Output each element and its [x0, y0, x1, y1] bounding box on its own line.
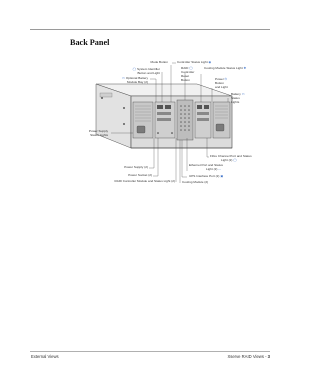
callout-system-identifier-2: Button and Light: [137, 71, 160, 75]
callout-raid-reset-2: Controller: [181, 70, 195, 74]
callout-raid-reset-4: Button: [181, 78, 190, 82]
power-socket-right: [216, 124, 224, 131]
ethernet-icon: ⋯: [218, 167, 222, 171]
callout-battery-status-3: Lights: [231, 100, 240, 104]
power-socket-left: [137, 126, 145, 133]
callout-system-identifier: ◯ System Identifier: [132, 67, 160, 71]
callout-ethernet: Ethernet Port and Status: [189, 163, 223, 167]
fibre-icon: ◯: [233, 158, 237, 162]
power-icon: ⏻: [224, 77, 228, 81]
callout-fibre-channel: Fibre Channel Port and Status: [210, 154, 252, 158]
callout-power-socket: Power Socket (2): [128, 173, 152, 177]
callout-raid-reset: RAID ◯: [181, 66, 193, 70]
power-supply-right: [213, 102, 230, 138]
callout-cooling-status: Cooling Module Status Light ❋: [204, 66, 247, 70]
page-number: 3: [267, 354, 270, 359]
callout-power-supply-status-2: Status Lights: [90, 133, 108, 137]
reset-icon: ◯: [189, 66, 193, 70]
callout-power-supply-status: Power Supply: [88, 129, 108, 133]
callout-battery-status-2: Status: [231, 96, 240, 100]
fan-icon: ❋: [243, 66, 247, 70]
callout-optional-battery: ▭ Optional Battery: [122, 76, 148, 80]
footer-section: External Views: [31, 354, 59, 359]
battery-status-icon: ▭: [241, 92, 245, 96]
callout-raid-controller: RAID Controller Module and Status Light (2): [114, 179, 175, 183]
callout-raid-reset-3: Reset: [181, 74, 190, 78]
status-icon: ◉: [208, 60, 212, 64]
callout-controller-status-light: Controller Status Light ◉: [177, 60, 212, 64]
callout-mode-button: Mode Button: [150, 60, 168, 64]
footer-title: Xserve RAID Views - 3: [227, 354, 270, 359]
callout-cooling-module: Cooling Module (2): [182, 180, 209, 184]
page-title: Back Panel: [70, 38, 110, 47]
callout-power-3: and Light: [215, 85, 228, 89]
callout-fibre-channel-2: Light (2) ◯: [221, 158, 237, 162]
identifier-icon: ◯: [132, 67, 137, 71]
callout-ethernet-2: Light (2) ⋯: [206, 167, 222, 171]
footer-rule: [30, 351, 270, 352]
battery-icon: ▭: [122, 76, 125, 80]
callout-ups-interface: UPS Interface Port (2) ▣: [189, 174, 224, 178]
ups-icon: ▣: [220, 174, 224, 178]
callout-optional-battery-2: Module Bay (2): [127, 80, 148, 84]
callout-power-2: Button: [215, 81, 224, 85]
callout-power-supply: Power Supply (2): [124, 165, 148, 169]
callout-power: Power ⏻: [215, 77, 228, 81]
callout-battery-status: Battery ▭: [231, 92, 245, 96]
